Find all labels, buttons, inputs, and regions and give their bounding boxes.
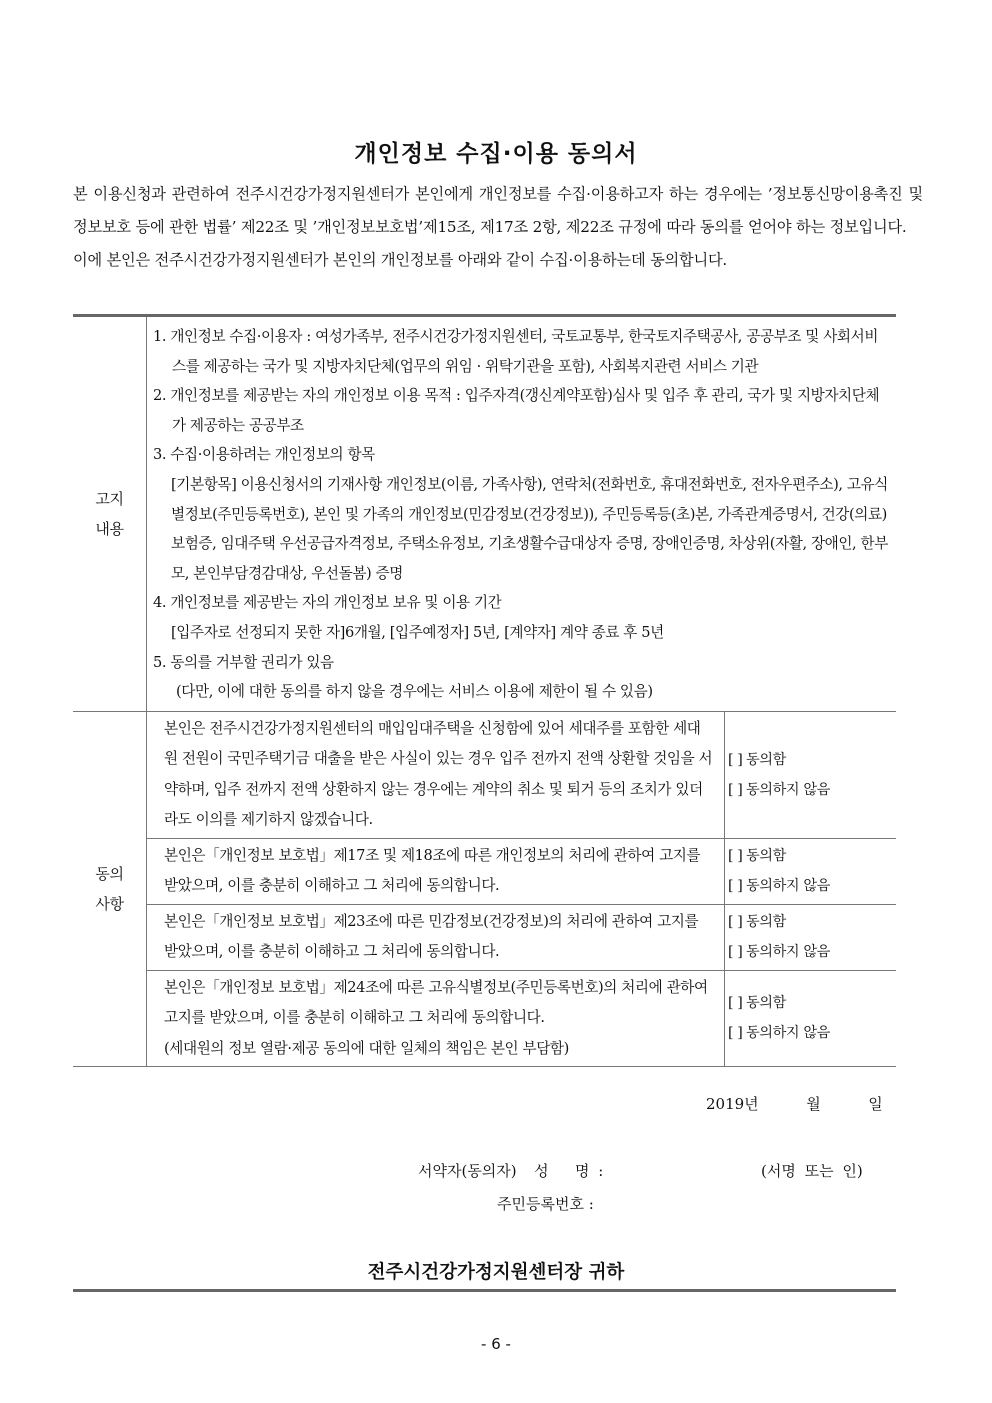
date-month[interactable]: 월: [806, 1095, 821, 1113]
notice-item-2: 2. 개인정보를 제공받는 자의 개인정보 이용 목적 : 입주자격(갱신계약포함)심사 및 입주 후 관리, 국가 및 지방자치단체가 제공하는 공공부조: [153, 387, 880, 434]
notice-row: [73, 316, 896, 712]
resident-id-label: 주민등록번호 :: [497, 1195, 594, 1213]
consent-statement-4-note: (세대원의 정보 열람·제공 동의에 대한 일체의 책임은 본인 부담함): [164, 1039, 569, 1057]
notice-label-line2: 내용: [95, 519, 124, 538]
consent-statement-4-text: 본인은「개인정보 보호법」제24조에 따른 고유식별정보(주민등록번호)의 처리에 관하여 고지를 받았으며, 이를 충분히 이해하고 그 처리에 동의합니다.: [164, 978, 708, 1027]
date-day[interactable]: 일: [868, 1095, 883, 1113]
agree-label: 동의함: [746, 848, 786, 865]
checkbox-bracket[interactable]: [ ]: [728, 914, 743, 931]
intro-text-1: 본 이용신청과 관련하여 전주시건강가정지원센터가 본인에게 개인정보를 수집·이용하고자 하는 경우에는 ’정보통신망이용촉진 및 정보보호 등에 관한 법률’ 제22조 및 ’개인정보보호법’제15조, 제17조 2항, 제22조 규정에 따라 동의를 얻어야 하는 정보입니다.: [73, 185, 923, 236]
consent-row: [73, 711, 896, 838]
consent-table: [73, 314, 896, 1067]
consent-options-2: [725, 838, 897, 904]
addressee: 전주시건강가정지원센터장 귀하: [367, 1262, 625, 1283]
agree-checkbox-2[interactable]: [728, 841, 896, 871]
disagree-checkbox-4[interactable]: [728, 1018, 896, 1048]
consent-statement-3: 본인은「개인정보 보호법」제23조에 따른 민감정보(건강정보)의 처리에 관하여 고지를 받았으며, 이를 충분히 이해하고 그 처리에 동의합니다.: [147, 904, 725, 970]
checkbox-bracket[interactable]: [ ]: [728, 751, 743, 768]
checkbox-bracket[interactable]: [ ]: [728, 995, 743, 1012]
notice-label-line1: 고지: [95, 489, 124, 508]
disagree-checkbox-3[interactable]: [728, 937, 896, 967]
signature-date: [706, 1093, 883, 1114]
agree-label: 동의함: [746, 995, 786, 1012]
disagree-label: 동의하지 않음: [746, 878, 830, 895]
consent-row: [73, 970, 896, 1067]
consent-statement-4: [147, 970, 725, 1067]
notice-item-4: 4. 개인정보를 제공받는 자의 개인정보 보유 및 이용 기간: [153, 594, 502, 612]
disagree-label: 동의하지 않음: [746, 1025, 830, 1042]
notice-item-5-detail: (다만, 이에 대한 동의를 하지 않을 경우에는 서비스 이용에 제한이 될 수 있음): [176, 683, 653, 701]
page-number: - 6 -: [481, 1335, 511, 1353]
consent-row: [73, 838, 896, 904]
notice-item-4-detail: [입주자로 선정되지 못한 자]6개월, [입주예정자] 5년, [계약자] 계약 종료 후 5년: [171, 623, 664, 641]
bottom-rule: [73, 1289, 896, 1292]
consent-label-line1: 동의: [95, 864, 124, 883]
consent-row: [73, 904, 896, 970]
intro-text-2: 이에 본인은 전주시건강가정지원센터가 본인의 개인정보를 아래와 같이 수집·이용하는데 동의합니다.: [73, 251, 728, 269]
consent-statement-2: 본인은「개인정보 보호법」제17조 및 제18조에 따른 개인정보의 처리에 관하여 고지를 받았으며, 이를 충분히 이해하고 그 처리에 동의합니다.: [147, 838, 725, 904]
checkbox-bracket[interactable]: [ ]: [728, 1025, 743, 1042]
disagree-label: 동의하지 않음: [746, 781, 830, 798]
document-title: 개인정보 수집·이용 동의서: [354, 141, 638, 167]
consent-label: [73, 711, 147, 1067]
signer-name-label: 서약자(동의자) 성 명 :: [418, 1162, 604, 1180]
disagree-checkbox-2[interactable]: [728, 871, 896, 901]
agree-checkbox-4[interactable]: [728, 988, 896, 1018]
consent-label-line2: 사항: [95, 894, 124, 913]
notice-item-5: 5. 동의를 거부할 권리가 있음: [153, 653, 334, 671]
notice-content: [147, 316, 897, 712]
consent-options-3: [725, 904, 897, 970]
disagree-checkbox-1[interactable]: [728, 775, 896, 805]
disagree-label: 동의하지 않음: [746, 944, 830, 961]
notice-label: [73, 316, 147, 712]
agree-checkbox-1[interactable]: [728, 745, 896, 775]
consent-statement-1: 본인은 전주시건강가정지원센터의 매입임대주택을 신청함에 있어 세대주를 포함한 세대원 전원이 국민주택기금 대출을 받은 사실이 있는 경우 입주 전까지 전액 상환할 것임을 서약하며, 입주 전까지 전액 상환하지 않는 경우에는 계약의 취소 및 퇴거 등의 조치가 있더라도 이의를 제기하지 않겠습니다.: [147, 711, 725, 838]
consent-options-4: [725, 970, 897, 1067]
notice-item-3-detail: [기본항목] 이용신청서의 기재사항 개인정보(이름, 가족사항), 연락처(전화번호, 휴대전화번호, 전자우편주소), 고유식별정보(주민등록번호), 본인 및 가족의 개인정보(민감정보(건강정보)), 주민등록등(초)본, 가족관계증명서, 건강(의료)보험증, 임대주택 우선공급자격정보, 주택소유정보, 기초생활수급대상자 증명, 장애인증명, 차상위(자활, 장애인, 한부모, 본인부담경감대상, 우선돌봄) 증명: [171, 475, 888, 582]
agree-checkbox-3[interactable]: [728, 907, 896, 937]
notice-item-1: 1. 개인정보 수집·이용자 : 여성가족부, 전주시건강가정지원센터, 국토교통부, 한국토지주택공사, 공공부조 및 사회서비스를 제공하는 국가 및 지방자치단체(업무의 위임 · 위탁기관을 포함), 사회복지관련 서비스 기관: [153, 328, 879, 375]
consent-options-1: [725, 711, 897, 838]
checkbox-bracket[interactable]: [ ]: [728, 944, 743, 961]
sign-or-seal-hint[interactable]: (서명 또는 인): [761, 1162, 863, 1180]
checkbox-bracket[interactable]: [ ]: [728, 848, 743, 865]
notice-item-3: 3. 수집·이용하려는 개인정보의 항목: [153, 446, 375, 464]
checkbox-bracket[interactable]: [ ]: [728, 781, 743, 798]
agree-label: 동의함: [746, 751, 786, 768]
checkbox-bracket[interactable]: [ ]: [728, 878, 743, 895]
intro-paragraph: [73, 178, 923, 277]
date-year[interactable]: 2019년: [706, 1095, 759, 1113]
agree-label: 동의함: [746, 914, 786, 931]
